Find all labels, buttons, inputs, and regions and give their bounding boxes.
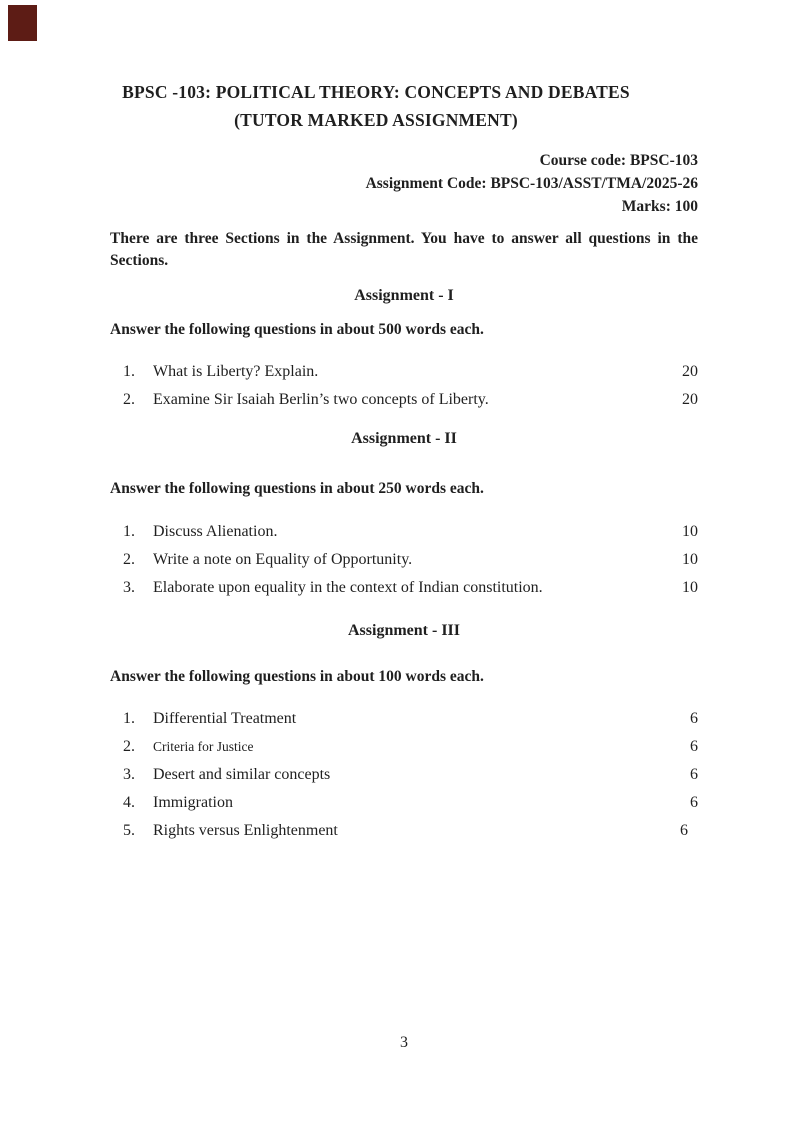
section-instruction-assignment-1: Answer the following questions in about 500 words each. [110,321,484,338]
question-text: Differential Treatment [153,710,297,727]
course-code: Course code: BPSC-103 [539,152,698,169]
question-text: Discuss Alienation. [153,523,278,540]
question-row [110,705,698,733]
question-number: 2. [123,391,135,408]
question-row [110,518,698,546]
question-marks: 6 [690,738,698,755]
course-code-block [110,149,698,218]
question-marks: 6 [690,766,698,783]
question-number: 3. [123,579,135,596]
question-row [110,733,698,761]
page-corner-mark [8,5,37,41]
document-title-line-1: BPSC -103: POLITICAL THEORY: CONCEPTS AND DEBATES [122,82,630,102]
question-row [110,358,698,386]
question-number: 1. [123,363,135,380]
section-instruction-assignment-3: Answer the following questions in about 100 words each. [110,668,484,685]
question-row [110,546,698,574]
question-number: 3. [123,766,135,783]
document-title-line-2: (TUTOR MARKED ASSIGNMENT) [234,110,518,130]
question-number: 2. [123,738,135,755]
document-content [110,0,698,1121]
question-text: Criteria for Justice [153,739,254,754]
assignment-code: Assignment Code: BPSC-103/ASST/TMA/2025-26 [365,175,698,192]
question-marks: 6 [690,710,698,727]
question-row [110,817,698,845]
question-number: 1. [123,523,135,540]
question-row [110,386,698,414]
question-marks: 10 [682,551,698,568]
intro-line-2: Sections. [110,251,169,269]
question-text: What is Liberty? Explain. [153,363,319,380]
marks-total: Marks: 100 [621,198,698,215]
question-text: Desert and similar concepts [153,766,331,783]
question-marks: 20 [682,363,698,380]
question-marks: 10 [682,523,698,540]
section-heading-assignment-1: Assignment - I [354,287,454,304]
question-number: 2. [123,551,135,568]
question-row [110,761,698,789]
question-list-assignment-1 [110,358,698,414]
question-row [110,789,698,817]
question-text: Immigration [153,794,233,811]
document-title [110,78,698,134]
question-text: Examine Sir Isaiah Berlin’s two concepts of Liberty. [153,391,489,408]
question-marks: 6 [690,794,698,811]
question-text: Elaborate upon equality in the context of Indian constitution. [153,579,543,596]
section-instruction-assignment-2: Answer the following questions in about 250 words each. [110,480,484,497]
question-text: Write a note on Equality of Opportunity. [153,551,413,568]
question-marks: 6 [680,822,688,839]
question-text: Rights versus Enlightenment [153,822,338,839]
question-row [110,574,698,602]
question-marks: 20 [682,391,698,408]
question-marks: 10 [682,579,698,596]
question-number: 1. [123,710,135,727]
question-list-assignment-2 [110,518,698,602]
question-number: 5. [123,822,135,839]
section-heading-assignment-2: Assignment - II [351,430,457,447]
page-number: 3 [400,1034,408,1051]
question-list-assignment-3 [110,705,698,845]
question-number: 4. [123,794,135,811]
intro-paragraph [110,228,698,271]
section-heading-assignment-3: Assignment - III [347,622,460,639]
intro-line-1: There are three Sections in the Assignment. You have to answer all questions in the [110,230,698,247]
